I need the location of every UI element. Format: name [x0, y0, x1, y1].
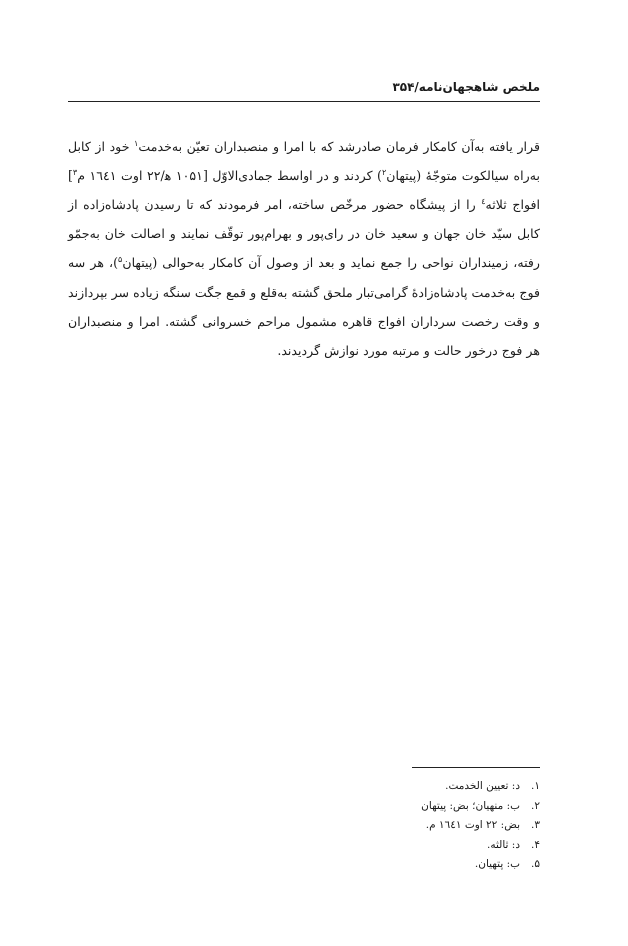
footnote-ref-2: ۲ [381, 167, 387, 177]
footnote-item [300, 777, 540, 797]
footnote-item [300, 797, 540, 817]
footnote-text: د: ثالثه. [486, 838, 520, 851]
text-segment-5: را از پیشگاه حضور مرخّص ساخته، امر فرمودند که تا رسیدن پادشاه‌زاده از کابل سیّد خان جهان و سعید خان در رای‌پور و بهرام‌پور توقّف نمایند و اصالت خان به‌جمّو رفته، زمینداران نواحی را جمع نماید و بعد از وصول آن کامکار به‌حوالی (پیتهان [68, 197, 541, 271]
footnote-text: ب: پتهیان. [474, 858, 520, 870]
footnote-text: بض: ۲۲ اوت ۱٦٤۱ م. [425, 819, 520, 831]
footnote-number: ۱. [531, 780, 540, 792]
footnote-item [300, 836, 540, 856]
footnote-number: ۲. [531, 799, 540, 812]
text-segment-2: خود از کابل به‌راه سیالکوت متوجّهٔ (پیتهان [68, 138, 540, 183]
text-segment-6: )، هر سه فوج به‌خدمت پادشاه‌زادهٔ گرامی‌تبار ملحق گشته به‌قلع و قمع جگت سنگه زیاده سر بپردازند و وقت رخصت سرداران افواج قاهره مشمول مراحم خسروانی گشته. امرا و منصبداران هر فوج درخور حالت و مرتبه مورد نوازش گردیدند. [68, 255, 540, 359]
text-segment-4: ] افواج ثلاثه [68, 167, 541, 212]
footnote-ref-1: ۱ [134, 138, 139, 148]
footnote-ref-4: ٤ [481, 196, 486, 206]
footnote-item [300, 855, 540, 875]
header-divider [68, 101, 540, 102]
footnote-number: ۵. [531, 858, 540, 870]
footnote-divider [412, 767, 540, 768]
footnote-text: ب: منهیان؛ بض: پیتهان [421, 799, 520, 812]
footnote-ref-5: ۵ [118, 255, 123, 265]
footnote-number: ۴. [531, 838, 540, 851]
footnote-item [300, 816, 540, 836]
running-header: ملخص شاهجهان‌نامه/۳۵۴ [392, 80, 540, 94]
footnotes-list [300, 777, 540, 875]
footnote-text: د: تعیین الخدمت. [445, 780, 520, 792]
footnote-number: ۳. [531, 819, 540, 831]
footnote-ref-3: ۳ [72, 167, 78, 177]
text-segment-1: قرار یافته به‌آن کامکار فرمان صادرشد که با امرا و منصبداران تعیّن به‌خدمت [138, 138, 540, 154]
text-segment-3: ) کردند و در اواسط جمادی‌الاوّل [۱۰۵۱ ﻫ/۲۲ اوت ۱٦٤۱ م [77, 167, 382, 183]
main-paragraph [68, 132, 540, 366]
